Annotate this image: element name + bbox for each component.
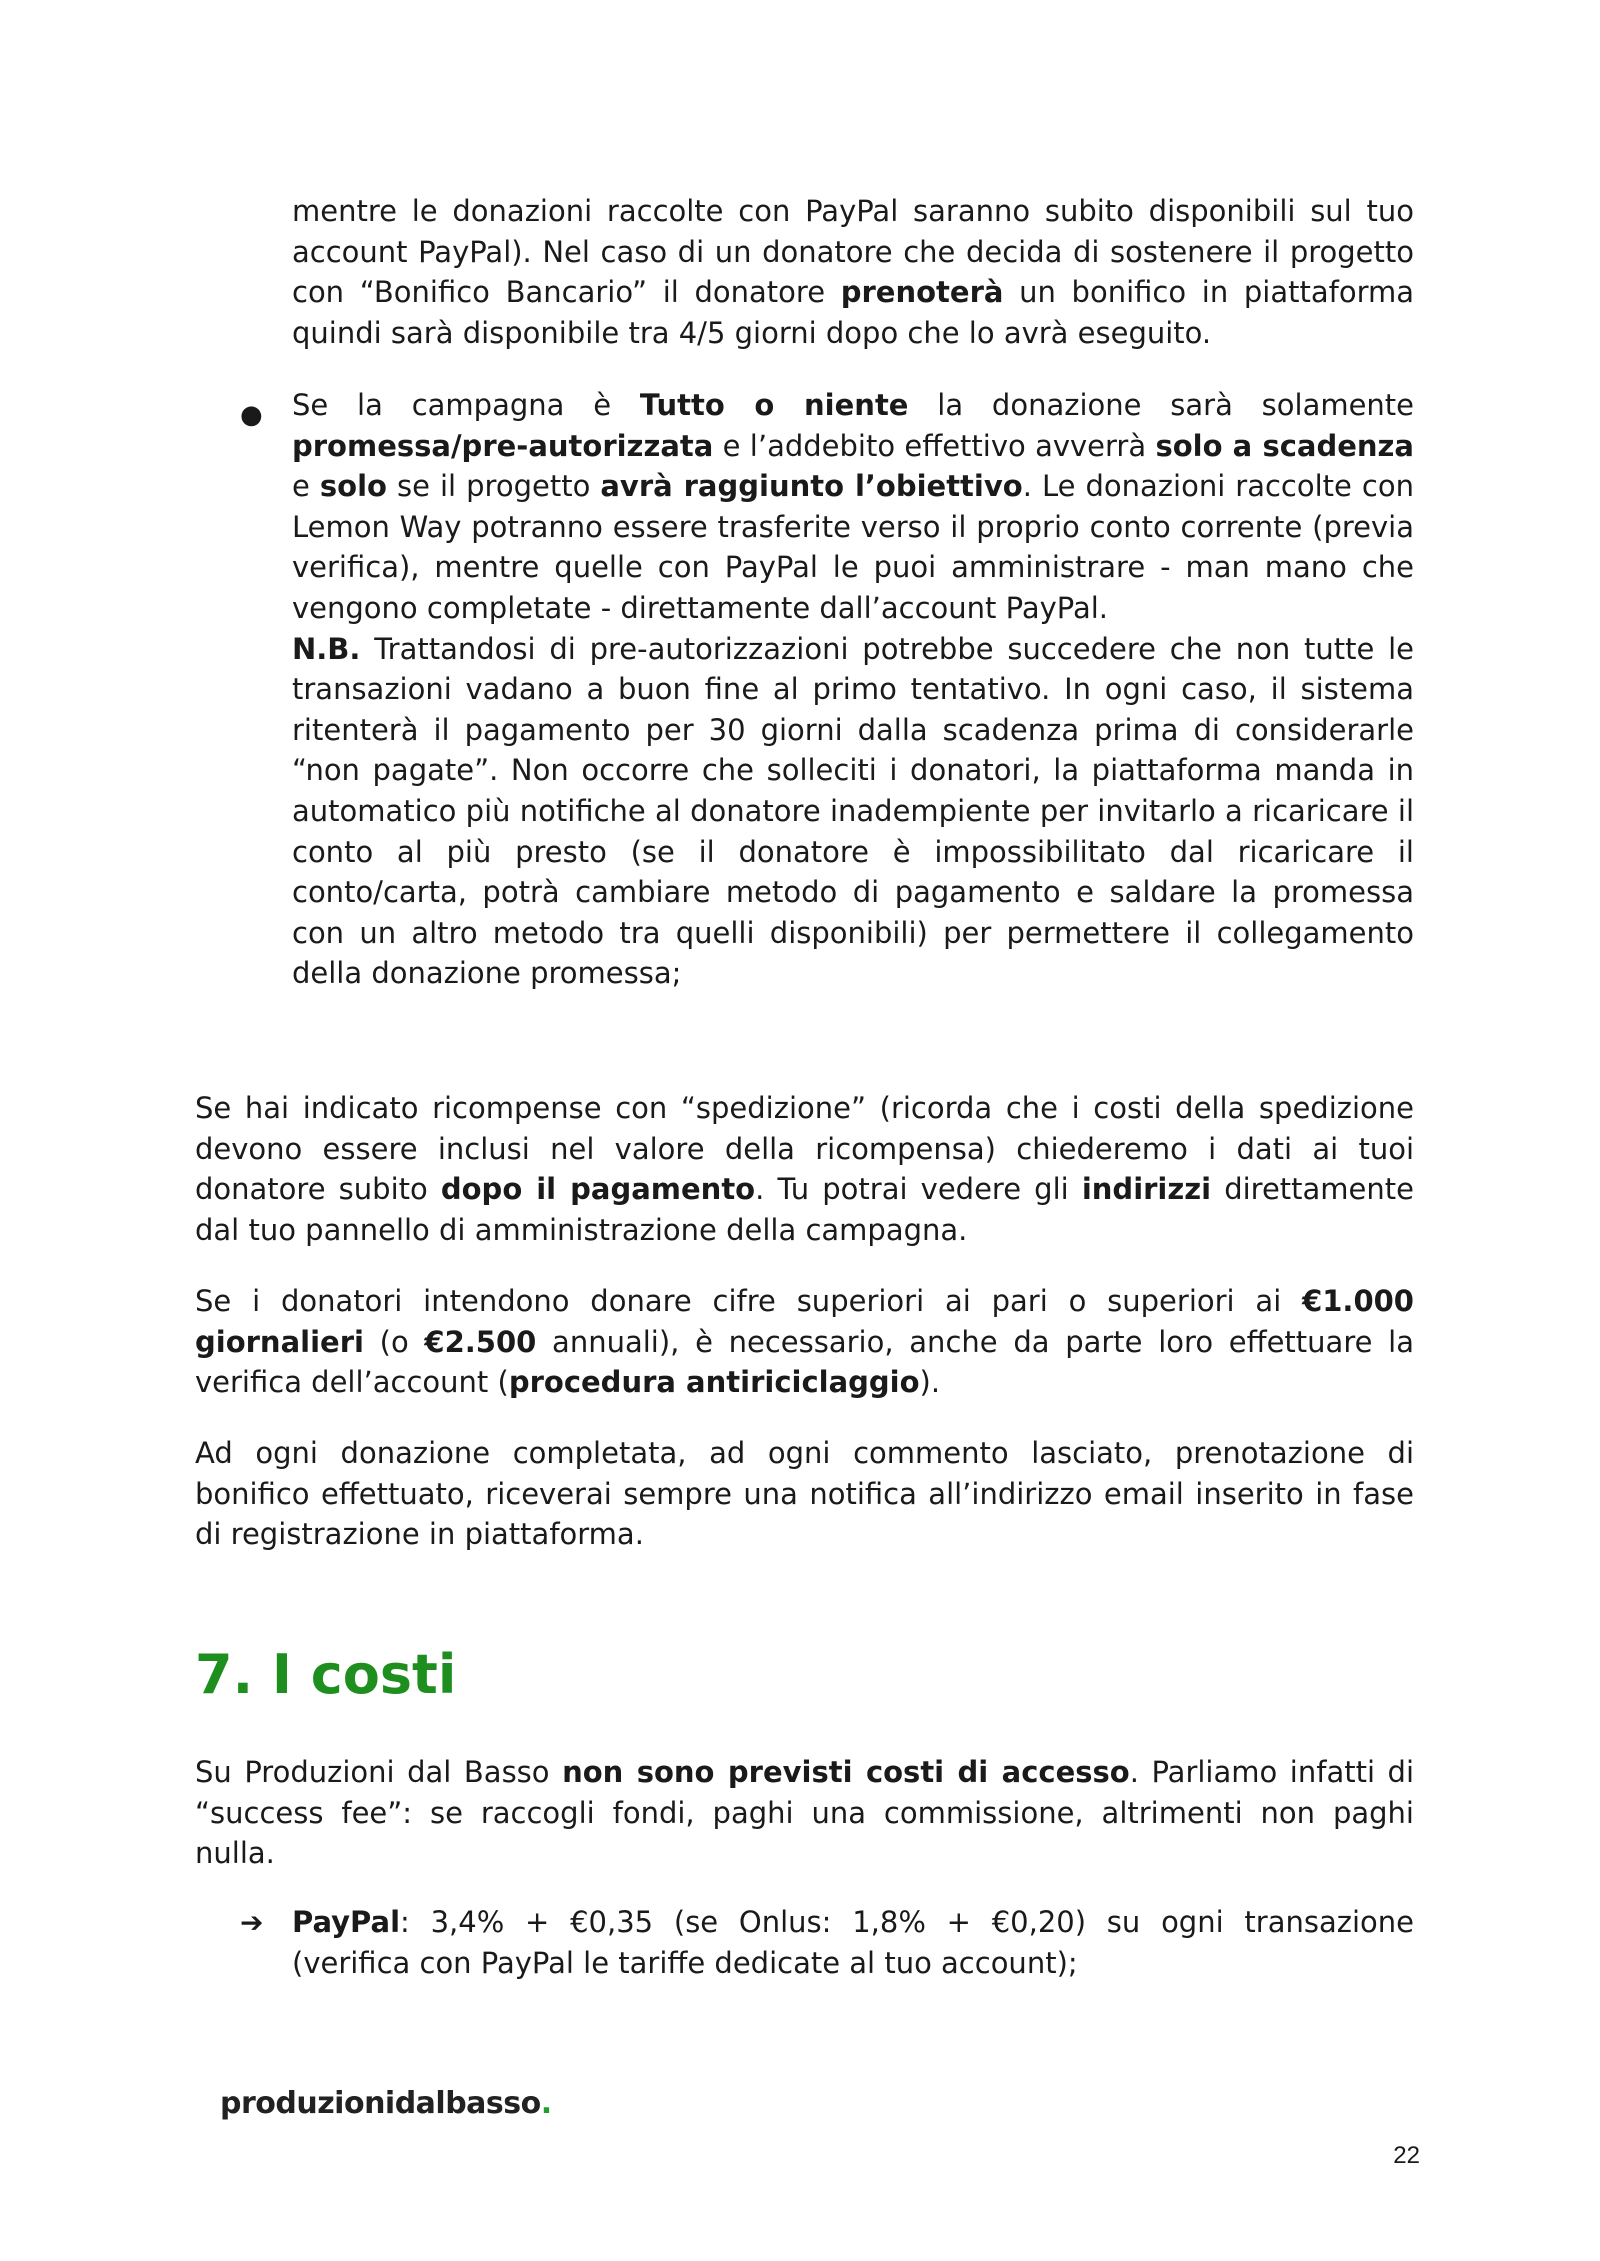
bullet-item-tutto-o-niente: Se la campagna è Tutto o niente la donazione sarà solamente promessa/pre-autorizzata e l’addebito effettivo avverrà solo a scadenza e solo se il progetto avrà raggiunto l’obiettivo. Le donazioni raccolte con Lemon Way potranno essere trasferite verso il proprio conto corrente (previa verifica), mentre quelle con PayPal le puoi amministrare - man mano che vengono completate - direttamente dall’account PayPal. N.B. Trattandosi di pre-autorizzazioni potrebbe succedere che non tutte le transazioni vadano a buon fine al primo tentativo. In ogni caso, il sistema ritenterà il pagamento per 30 giorni dalla scadenza prima di considerarle “non pagate”. Non occorre che solleciti i donatori, la piattaforma manda in automatico più notifiche al donatore inadempiente per invitarlo a ricaricare il conto al più presto (se il donatore è impossibilitato dal ricaricare il conto/carta, potrà cambiare metodo di pagamento e saldare la promessa con un altro metodo tra quelli disponibili) per permettere il collegamento della donazione promessa; <box>292 388 1415 991</box>
paragraph-antiriciclaggio: Se i donatori intendono donare cifre superiori ai pari o superiori ai €1.000 giornalieri (o €2.500 annuali), è necessario, anche da parte loro effettuare la verifica dell’account (procedura antiriciclaggio). <box>195 1284 1414 1400</box>
paragraph-spedizione: Se hai indicato ricompense con “spedizione” (ricorda che i costi della spedizione devono essere inclusi nel valore della ricompensa) chiederemo i dati ai tuoi donatore subito dopo il pagamento. Tu potrai vedere gli indirizzi direttamente dal tuo pannello di amministrazione della campagna. <box>195 1091 1414 1247</box>
paragraph-costi: Su Produzioni dal Basso non sono previsti costi di accesso. Parliamo infatti di “success fee”: se raccogli fondi, paghi una commissione, altrimenti non paghi nulla. <box>195 1755 1415 1871</box>
section-heading: 7. I costi <box>195 1643 457 1706</box>
paragraph-donazioni-paypal: mentre le donazioni raccolte con PayPal saranno subito disponibili sul tuo account PayPal). Nel caso di un donatore che decida di sostenere il progetto con “Bonifico Bancario” il donatore prenoterà un bonifico in piattaforma quindi sarà disponibile tra 4/5 giorni dopo che lo avrà eseguito. <box>292 194 1415 350</box>
arrow-right-icon: ➔ <box>240 1906 264 1939</box>
nb-text: Trattandosi di pre-autorizzazioni potrebbe succedere che non tutte le transazioni vadano a buon fine al primo tentativo. In ogni caso, il sistema ritenterà il pagamento per 30 giorni dalla scadenza prima di considerarle “non pagate”. Non occorre che solleciti i donatori, la piattaforma manda in automatico più notifiche al donatore inadempiente per invitarlo a ricaricare il conto al più presto (se il donatore è impossibilitato dal ricaricare il conto/carta, potrà cambiare metodo di pagamento e saldare la promessa con un altro metodo tra quelli disponibili) per permettere il collegamento della donazione promessa; <box>292 631 1414 991</box>
page-number: 22 <box>1393 2142 1420 2169</box>
paragraph-notifiche: Ad ogni donazione completata, ad ogni commento lasciato, prenotazione di bonifico effettuato, riceverai sempre una notifica all’indirizzo email inserito in fase di registrazione in piattaforma. <box>195 1436 1414 1552</box>
brand-logo: produzionidalbasso. <box>220 2086 552 2121</box>
nb-label: N.B. <box>292 631 361 666</box>
arrow-item-paypal: PayPal: 3,4% + €0,35 (se Onlus: 1,8% + €0,20) su ogni transazione (verifica con PayPal le tariffe dedicate al tuo account); <box>292 1905 1414 1980</box>
bullet-icon: ● <box>240 400 263 430</box>
